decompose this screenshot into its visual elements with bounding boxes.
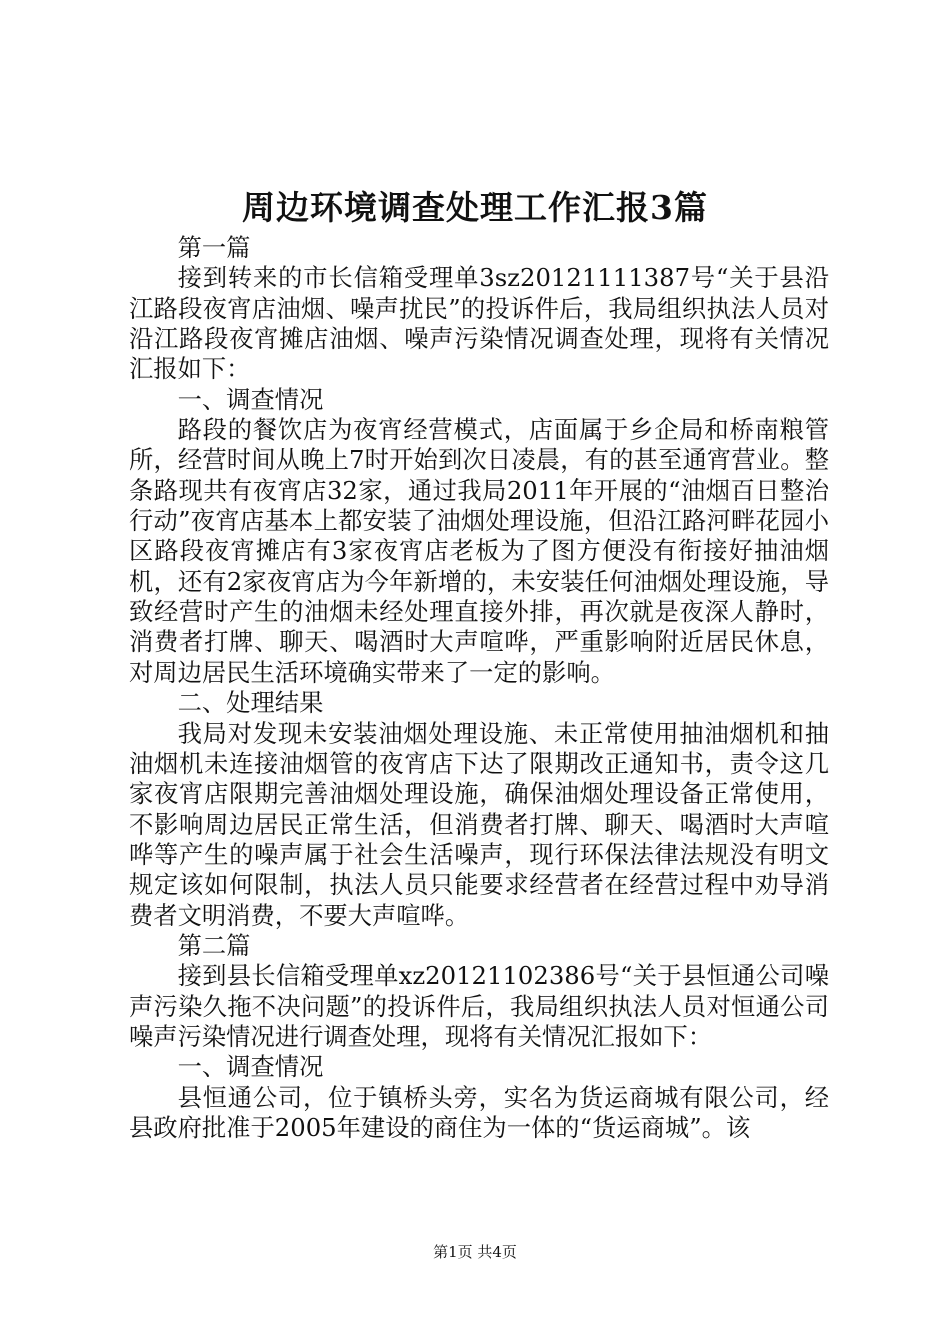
section-heading: 第一篇 [177, 233, 251, 262]
subsection-heading: 二、处理结果 [177, 688, 324, 718]
section-heading: 第二篇 [177, 930, 251, 960]
subsection-heading: 一、调查情况 [177, 384, 324, 414]
document-body [129, 233, 829, 1143]
body-paragraph: 县恒通公司，位于镇桥头旁，实名为货运商城有限公司，经县政府批准于2005年建设的商住为一体的“货运商城”。该 [129, 1082, 829, 1142]
body-paragraph: 我局对发现未安装油烟处理设施、未正常使用抽油烟机和抽油烟机未连接油烟管的夜宵店下达了限期改正通知书，责令这几家夜宵店限期完善油烟处理设施，确保油烟处理设备正常使用，不影响周边居民正常生活，但消费者打牌、聊天、喝酒时大声喧哗等产生的噪声属于社会生活噪声，现行环保法律法规没有明文规定该如何限制，执法人员只能要求经营者在经营过程中劝导消费者文明消费，不要大声喧哗。 [129, 718, 829, 930]
page-footer: 第1页 共4页 [433, 1243, 517, 1261]
body-paragraph: 接到转来的市长信箱受理单3sz20121111387号“关于县沿江路段夜宵店油烟、噪声扰民”的投诉件后，我局组织执法人员对沿江路段夜宵摊店油烟、噪声污染情况调查处理，现将有关情况汇报如下： [129, 263, 829, 384]
body-paragraph: 路段的餐饮店为夜宵经营模式，店面属于乡企局和桥南粮管所，经营时间从晚上7时开始到次日凌晨，有的甚至通宵营业。整条路现共有夜宵店32家，通过我局2011年开展的“油烟百日整治行动”夜宵店基本上都安装了油烟处理设施，但沿江路河畔花园小区路段夜宵摊店有3家夜宵店老板为了图方便没有衔接好抽油烟机，还有2家夜宵店为今年新增的，未安装任何油烟处理设施，导致经营时产生的油烟未经处理直接外排，再次就是夜深人静时，消费者打牌、聊天、喝酒时大声喧哗，严重影响附近居民休息，对周边居民生活环境确实带来了一定的影响。 [129, 415, 829, 687]
document-title: 周边环境调查处理工作汇报3篇 [242, 188, 708, 227]
subsection-heading: 一、调查情况 [177, 1052, 324, 1082]
body-paragraph: 接到县长信箱受理单xz20121102386号“关于县恒通公司噪声污染久拖不决问题”的投诉件后，我局组织执法人员对恒通公司噪声污染情况进行调查处理，现将有关情况汇报如下： [129, 961, 829, 1051]
